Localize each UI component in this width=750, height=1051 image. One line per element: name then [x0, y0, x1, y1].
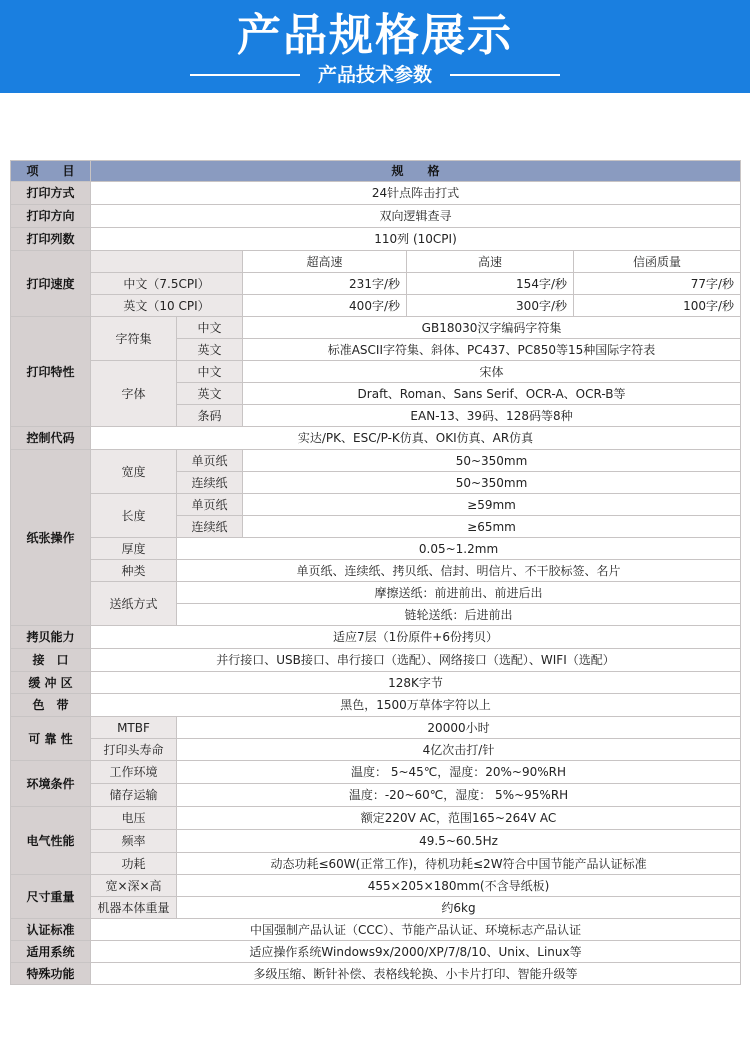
speed-cn-letter: 77字/秒	[574, 273, 741, 295]
table-row	[11, 205, 741, 228]
power: 动态功耗≤60W(正常工作)，待机功耗≤2W符合中国节能产品认证标准	[177, 853, 741, 875]
subtitle-rule-right	[450, 74, 560, 76]
page-subtitle: 产品技术参数	[317, 64, 432, 86]
font-cn-label: 中文	[177, 361, 243, 383]
thickness: 0.05~1.2mm	[177, 538, 741, 560]
length-single-label: 单页纸	[177, 494, 243, 516]
charset-en-label: 英文	[177, 339, 243, 361]
width-cont-label: 连续纸	[177, 472, 243, 494]
weight-label: 机器本体重量	[91, 897, 177, 919]
table-row	[11, 582, 741, 604]
speed-col-high: 高速	[407, 251, 574, 273]
speed-en-letter: 100字/秒	[574, 295, 741, 317]
head-life: 4亿次击打/针	[177, 739, 741, 761]
speed-col-super: 超高速	[243, 251, 407, 273]
row-label: 打印方向	[11, 205, 91, 228]
thickness-label: 厚度	[91, 538, 177, 560]
table-row	[11, 295, 741, 317]
speed-blank	[91, 251, 243, 273]
table-row	[11, 251, 741, 273]
row-label: 打印速度	[11, 251, 91, 317]
page-title: 产品规格展示	[237, 10, 513, 61]
row-value: 黑色，1500万草体字符以上	[91, 694, 741, 717]
table-row	[11, 228, 741, 251]
table-row	[11, 807, 741, 830]
table-row	[11, 830, 741, 853]
row-value: 24针点阵击打式	[91, 182, 741, 205]
row-value: 适应操作系统Windows9x/2000/XP/7/8/10、Unix、Linux等	[91, 941, 741, 963]
length-cont-label: 连续纸	[177, 516, 243, 538]
weight: 约6kg	[177, 897, 741, 919]
length-label: 长度	[91, 494, 177, 538]
width-cont: 50~350mm	[243, 472, 741, 494]
table-row	[11, 427, 741, 450]
size-label: 宽×深×高	[91, 875, 177, 897]
env-work-label: 工作环境	[91, 761, 177, 784]
row-value: 多级压缩、断针补偿、表格线轮换、小卡片打印、智能升级等	[91, 963, 741, 985]
row-value: 双向逻辑查寻	[91, 205, 741, 228]
table-row	[11, 875, 741, 897]
size: 455×205×180mm(不含导纸板)	[177, 875, 741, 897]
row-label: 控制代码	[11, 427, 91, 450]
font-label: 字体	[91, 361, 177, 427]
barcode: EAN-13、39码、128码等8种	[243, 405, 741, 427]
voltage-label: 电压	[91, 807, 177, 830]
row-label: 环境条件	[11, 761, 91, 807]
row-label: 拷贝能力	[11, 626, 91, 649]
charset-en: 标准ASCII字符集、斜体、PC437、PC850等15种国际字符表	[243, 339, 741, 361]
length-single: ≥59mm	[243, 494, 741, 516]
row-label: 认证标准	[11, 919, 91, 941]
env-storage-label: 储存运输	[91, 784, 177, 807]
power-label: 功耗	[91, 853, 177, 875]
width-label: 宽度	[91, 450, 177, 494]
types-label: 种类	[91, 560, 177, 582]
speed-cn-super: 231字/秒	[243, 273, 407, 295]
table-row	[11, 761, 741, 784]
table-row	[11, 672, 741, 694]
charset-label: 字符集	[91, 317, 177, 361]
env-work: 温度： 5~45℃，湿度：20%~90%RH	[177, 761, 741, 784]
row-label: 色 带	[11, 694, 91, 717]
row-label: 纸张操作	[11, 450, 91, 626]
table-row	[11, 273, 741, 295]
table-row	[11, 649, 741, 672]
table-row	[11, 538, 741, 560]
table-row	[11, 450, 741, 472]
charset-cn-label: 中文	[177, 317, 243, 339]
table-row	[11, 182, 741, 205]
table-row	[11, 494, 741, 516]
table-row	[11, 919, 741, 941]
row-value: 并行接口、USB接口、串行接口（选配）、网络接口（选配）、WIFI（选配）	[91, 649, 741, 672]
row-value: 110列 (10CPI)	[91, 228, 741, 251]
table-row	[11, 897, 741, 919]
spec-table	[10, 160, 741, 985]
table-row	[11, 361, 741, 383]
speed-en-super: 400字/秒	[243, 295, 407, 317]
table-row	[11, 626, 741, 649]
row-value: 适应7层（1份原件+6份拷贝）	[91, 626, 741, 649]
barcode-label: 条码	[177, 405, 243, 427]
row-label: 适用系统	[11, 941, 91, 963]
row-label: 缓 冲 区	[11, 672, 91, 694]
header-spec: 规 格	[91, 161, 741, 182]
feed-label: 送纸方式	[91, 582, 177, 626]
length-cont: ≥65mm	[243, 516, 741, 538]
speed-cn-label: 中文（7.5CPI）	[91, 273, 243, 295]
table-row	[11, 717, 741, 739]
types: 单页纸、连续纸、拷贝纸、信封、明信片、不干胶标签、名片	[177, 560, 741, 582]
freq: 49.5~60.5Hz	[177, 830, 741, 853]
mtbf-label: MTBF	[91, 717, 177, 739]
font-cn: 宋体	[243, 361, 741, 383]
voltage: 额定220V AC，范围165~264V AC	[177, 807, 741, 830]
freq-label: 频率	[91, 830, 177, 853]
header-item: 项 目	[11, 161, 91, 182]
speed-col-letter: 信函质量	[574, 251, 741, 273]
feed-tractor: 链轮送纸：后进前出	[177, 604, 741, 626]
charset-cn: GB18030汉字编码字符集	[243, 317, 741, 339]
env-storage: 温度：-20~60℃，湿度： 5%~95%RH	[177, 784, 741, 807]
row-label: 打印列数	[11, 228, 91, 251]
header-banner	[0, 0, 750, 93]
row-label: 打印方式	[11, 182, 91, 205]
width-single: 50~350mm	[243, 450, 741, 472]
table-row	[11, 694, 741, 717]
speed-en-high: 300字/秒	[407, 295, 574, 317]
table-row	[11, 963, 741, 985]
speed-en-label: 英文（10 CPI）	[91, 295, 243, 317]
mtbf: 20000小时	[177, 717, 741, 739]
table-row	[11, 560, 741, 582]
row-value: 128K字节	[91, 672, 741, 694]
table-row	[11, 941, 741, 963]
table-row	[11, 739, 741, 761]
row-label: 打印特性	[11, 317, 91, 427]
row-label: 尺寸重量	[11, 875, 91, 919]
row-label: 可 靠 性	[11, 717, 91, 761]
row-value: 实达/PK、ESC/P-K仿真、OKI仿真、AR仿真	[91, 427, 741, 450]
table-header-row	[11, 161, 741, 182]
row-value: 中国强制产品认证（CCC）、节能产品认证、环境标志产品认证	[91, 919, 741, 941]
width-single-label: 单页纸	[177, 450, 243, 472]
row-label: 接 口	[11, 649, 91, 672]
font-en-label: 英文	[177, 383, 243, 405]
table-row	[11, 784, 741, 807]
speed-cn-high: 154字/秒	[407, 273, 574, 295]
row-label: 电气性能	[11, 807, 91, 875]
table-row	[11, 317, 741, 339]
row-label: 特殊功能	[11, 963, 91, 985]
font-en: Draft、Roman、Sans Serif、OCR-A、OCR-B等	[243, 383, 741, 405]
table-row	[11, 853, 741, 875]
feed-friction: 摩擦送纸：前进前出、前进后出	[177, 582, 741, 604]
head-life-label: 打印头寿命	[91, 739, 177, 761]
